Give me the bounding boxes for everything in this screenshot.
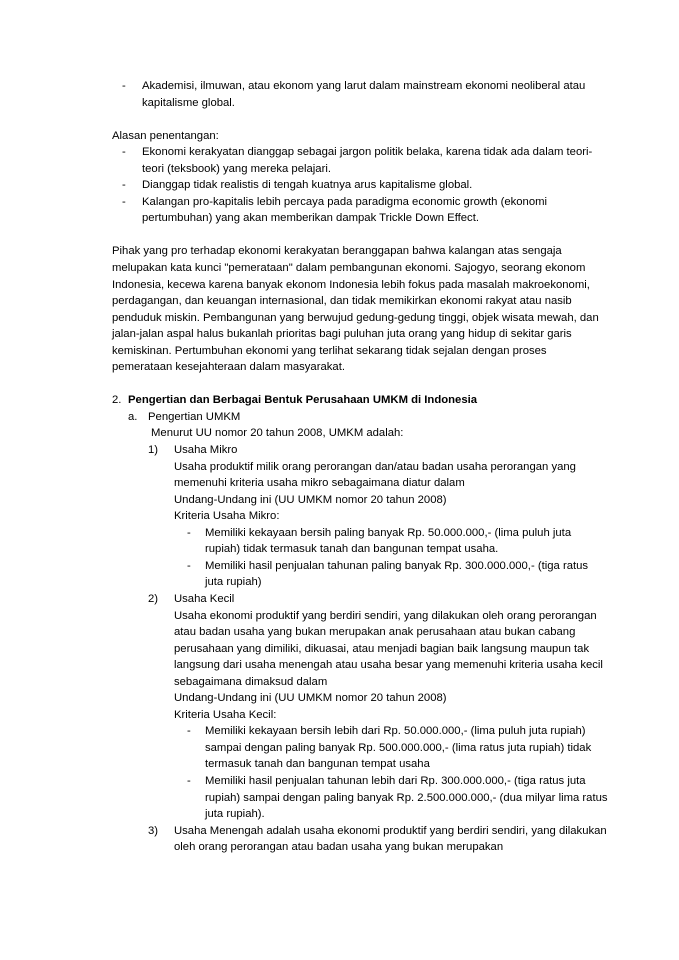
list-item-dash-nested: [187, 558, 608, 591]
list-continuation-text: Undang-Undang ini (UU UMKM nomor 20 tahun 2008): [174, 692, 447, 705]
list-marker: 1): [148, 444, 159, 457]
list-marker: -: [187, 526, 191, 539]
list-marker: -: [122, 179, 126, 192]
list-item-text: Memiliki hasil penjualan tahunan paling banyak Rp. 300.000.000,- (tiga ratus juta rupiah): [205, 559, 589, 589]
list-marker: -: [122, 146, 126, 159]
paragraph-spacer: [112, 227, 608, 244]
list-item-dash: [122, 194, 608, 227]
list-item-dash: [122, 144, 608, 177]
list-continuation-text: Menurut UU nomor 20 tahun 2008, UMKM adalah:: [151, 427, 404, 440]
list-item-number: [148, 823, 608, 856]
list-continuation-text: Kriteria Usaha Kecil:: [174, 708, 277, 721]
list-marker: 2): [148, 592, 159, 605]
list-item-text: Kalangan pro-kapitalis lebih percaya pada paradigma economic growth (ekonomi pertumbuhan) yang akan memberikan dampak Trickle Down Effect.: [142, 195, 548, 225]
list-item-text: Memiliki kekayaan bersih lebih dari Rp. 50.000.000,- (lima puluh juta rupiah) sampai dengan paling banyak Rp. 500.000.000,- (lima ratus juta rupiah) tidak termasuk tanah dan bangunan tempat usaha: [205, 725, 592, 771]
list-item-dash: [122, 78, 608, 111]
section-heading: [112, 392, 608, 409]
list-item-text: Usaha Mikro: [174, 444, 238, 457]
list-marker: -: [187, 559, 191, 572]
list-item-text: Pengertian dan Berbagai Bentuk Perusahaan UMKM di Indonesia: [128, 394, 478, 407]
list-item-dash-nested: [187, 773, 608, 823]
list-item-dash-nested: [187, 723, 608, 773]
list-continuation-text: Undang-Undang ini (UU UMKM nomor 20 tahun 2008): [174, 493, 447, 506]
list-item-alpha: [128, 409, 608, 426]
list-item-text: Usaha Menengah adalah usaha ekonomi produktif yang berdiri sendiri, yang dilakukan oleh orang perorangan atau badan usaha yang bukan merupakan: [174, 824, 607, 854]
list-marker: a.: [128, 410, 138, 423]
list-item-text: Memiliki hasil penjualan tahunan lebih dari Rp. 300.000.000,- (tiga ratus juta rupiah) sampai dengan paling banyak Rp. 2.500.000.000,- (dua milyar lima ratus juta rupiah).: [205, 774, 608, 821]
list-continuation-text: Kriteria Usaha Mikro:: [174, 510, 280, 523]
list-item-dash-nested: [187, 525, 608, 558]
list-item-text: Akademisi, ilmuwan, atau ekonom yang larut dalam mainstream ekonomi neoliberal atau kapitalisme global.: [142, 80, 586, 109]
list-item-number: [148, 591, 608, 608]
paragraph-spacer: [112, 111, 608, 128]
list-item-text: Dianggap tidak realistis di tengah kuatnya arus kapitalisme global.: [142, 179, 473, 192]
list-marker: -: [122, 195, 126, 208]
list-marker: -: [122, 80, 126, 92]
paragraph-spacer: [112, 376, 608, 393]
list-item-text: Usaha Kecil: [174, 592, 235, 605]
list-item-number: [148, 442, 608, 459]
body-paragraph: Pihak yang pro terhadap ekonomi kerakyatan beranggapan bahwa kalangan atas sengaja melupakan kata kunci "pemerataan" dalam pembangunan ekonomi. Sajogyo, seorang ekonom Indonesia, kecewa karena banyak ekonom Indonesia lebih fokus pada masalah makroekonomi, perdagangan, dan keuangan internasional, dan tidak memikirkan ekonomi rakyat atau nasib penduduk miskin. Pembangunan yang berwujud gedung-gedung tinggi, objek wisata mewah, dan jalan-jalan aspal halus bukanlah prioritas bagi puluhan juta orang yang hidup di sekitar garis kemiskinan. Pertumbuhan ekonomi yang terlihat sekarang tidak sejalan dengan proses pemerataan kesejahteraan dalam masyarakat.: [112, 245, 599, 374]
list-marker: -: [187, 774, 191, 787]
list-continuation-text: Usaha ekonomi produktif yang berdiri sendiri, yang dilakukan oleh orang perorangan atau badan usaha yang bukan merupakan anak perusahaan atau bukan cabang perusahaan yang dimiliki, dikuasai, atau menjadi bagian baik langsung maupun tak langsung dari usaha menengah atau usaha besar yang memenuhi kriteria usaha kecil sebagaimana dimaksud dalam: [174, 609, 603, 688]
list-marker: -: [187, 725, 191, 738]
list-item-text: Memiliki kekayaan bersih paling banyak Rp. 50.000.000,- (lima puluh juta rupiah) tidak termasuk tanah dan bangunan tempat usaha.: [205, 526, 572, 556]
list-marker: 3): [148, 824, 159, 837]
list-item-dash: [122, 177, 608, 194]
list-item-text: Ekonomi kerakyatan dianggap sebagai jargon politik belaka, karena tidak ada dalam teori-teori (teksbook) yang mereka pelajari.: [142, 146, 593, 175]
text-line: Alasan penentangan:: [112, 129, 219, 142]
document-body: [112, 78, 608, 856]
list-continuation-text: Usaha produktif milik orang perorangan dan/atau badan usaha perorangan yang memenuhi kriteria usaha mikro sebagaimana diatur dalam: [174, 460, 576, 490]
list-item-text: Pengertian UMKM: [148, 410, 241, 423]
list-marker: 2.: [112, 394, 122, 407]
